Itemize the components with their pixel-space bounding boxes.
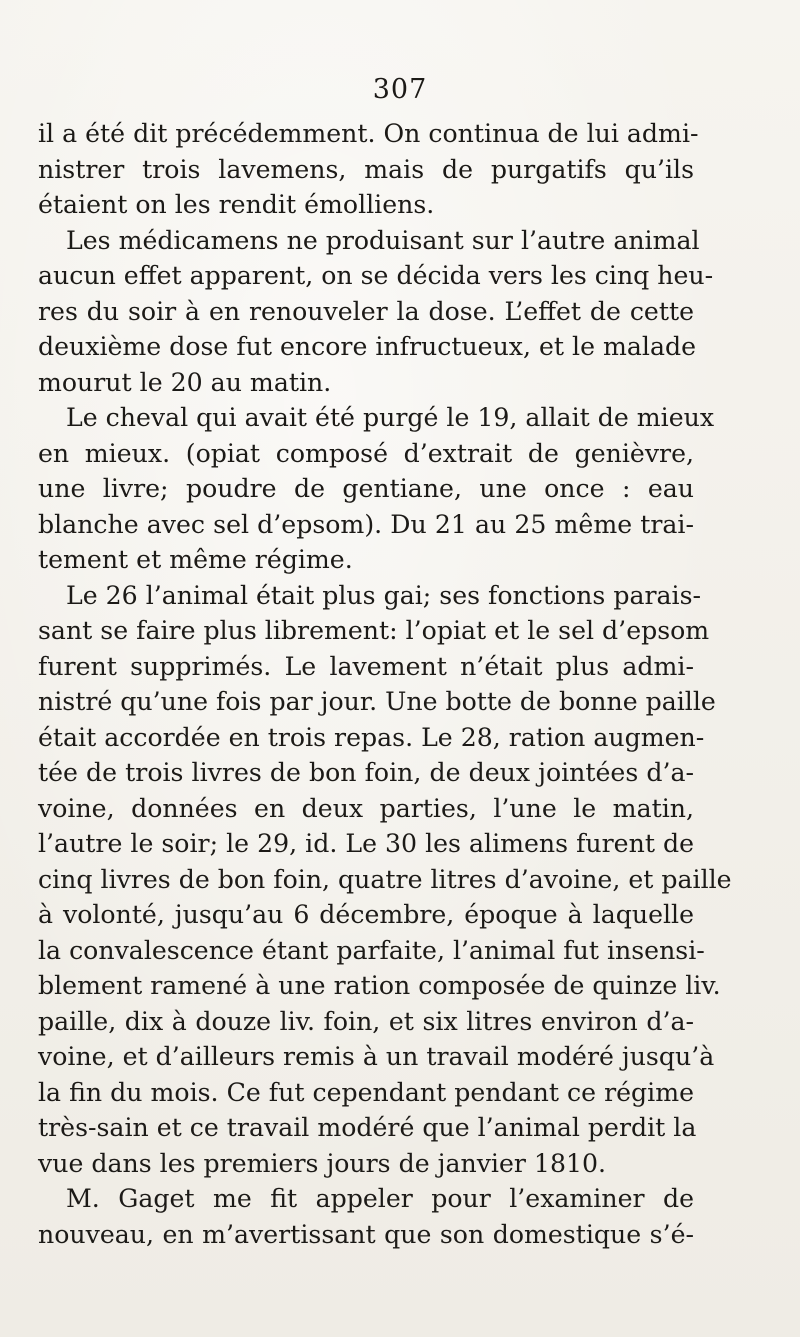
text-line: la convalescence étant parfaite, l’animal fut insensi- [38, 935, 705, 965]
text-line: Le cheval qui avait été purgé le 19, allait de mieux [66, 403, 715, 432]
text-line: nouveau, en m’avertissant que son domestique s’é- [38, 1219, 694, 1249]
text-line: très-sain et ce travail modéré que l’animal perdit la [38, 1113, 697, 1142]
text-line: aucun effet apparent, on se décida vers les cinq heu- [38, 261, 714, 290]
text-line: furent supprimés. Le lavement n’était plus admi- [38, 651, 694, 681]
text-line: étaient on les rendit émolliens. [38, 190, 435, 219]
text-line: voine, et d’ailleurs remis à un travail modéré jusqu’à [38, 1042, 715, 1071]
text-line: mourut le 20 au matin. [38, 367, 332, 397]
text-line: une livre; poudre de gentiane, une once : eau [38, 474, 694, 503]
text-line: deuxième dose fut encore infructueux, et le malade [38, 332, 697, 361]
text-line: voine, données en deux parties, l’une le matin, [38, 793, 694, 823]
text-line: vue dans les premiers jours de janvier 1810. [38, 1148, 607, 1178]
text-line: cinq livres de bon foin, quatre litres d’avoine, et paille [38, 864, 732, 894]
text-line: nistré qu’une fois par jour. Une botte de bonne paille [38, 687, 716, 716]
text-line: tement et même régime. [38, 545, 353, 574]
text-line: sant se faire plus librement: l’opiat et le sel d’epsom [38, 616, 710, 645]
body-text [38, 116, 732, 1252]
text-line: paille, dix à douze liv. foin, et six litres environ d’a- [38, 1006, 694, 1036]
text-line: était accordée en trois repas. Le 28, ration augmen- [38, 722, 705, 752]
text-line: M. Gaget me fit appeler pour l’examiner de [66, 1184, 694, 1213]
text-line: la fin du mois. Ce fut cependant pendant ce régime [38, 1077, 694, 1107]
text-line: Les médicamens ne produisant sur l’autre animal [66, 225, 700, 255]
text-line: tée de trois livres de bon foin, de deux jointées d’a- [38, 758, 694, 787]
text-line: nistrer trois lavemens, mais de purgatifs qu’ils [38, 154, 694, 184]
text-line: en mieux. (opiat composé d’extrait de genièvre, [38, 438, 694, 468]
page-number: 307 [372, 74, 428, 105]
text-line: blanche avec sel d’epsom). Du 21 au 25 même trai- [38, 509, 694, 539]
text-line: Le 26 l’animal était plus gai; ses fonctions parais- [66, 580, 702, 610]
text-line: blement ramené à une ration composée de quinze liv. [38, 971, 721, 1000]
text-line: il a été dit précédemment. On continua de lui admi- [38, 119, 699, 148]
text-line: l’autre le soir; le 29, id. Le 30 les alimens furent de [38, 829, 694, 858]
text-line: res du soir à en renouveler la dose. L’effet de cette [38, 296, 694, 326]
text-line: à volonté, jusqu’au 6 décembre, époque à laquelle [38, 900, 694, 929]
